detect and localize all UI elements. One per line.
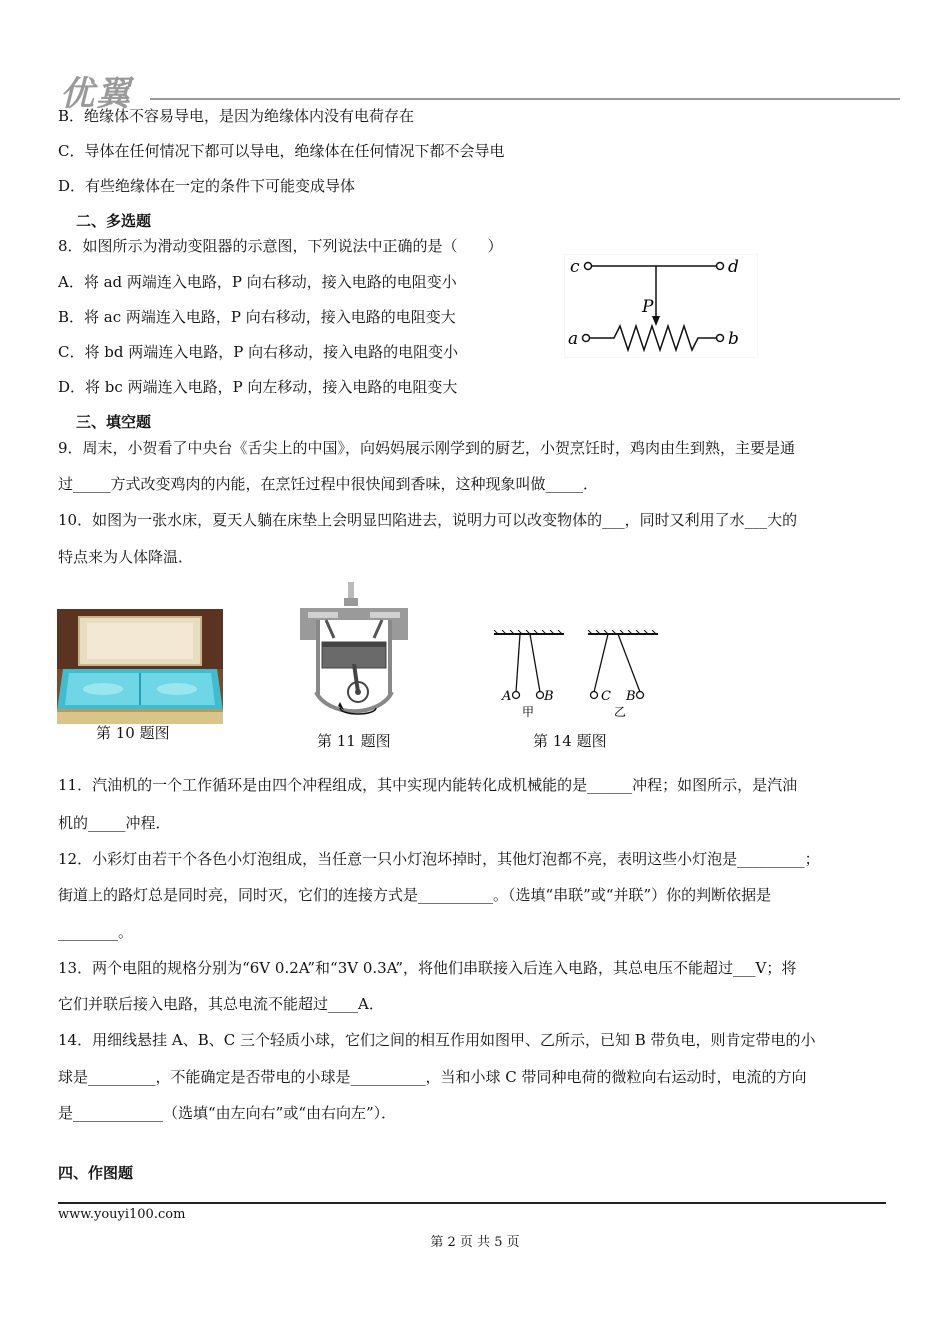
q11-line-2: 机的_____冲程．: [58, 814, 171, 832]
slider-p-label: P: [642, 297, 654, 317]
q12-line-2: 街道上的路灯总是同时亮，同时灭，它们的连接方式是__________。（选填“串联”或“并联”）你的判断依据是: [58, 886, 772, 904]
section-title-drawing: 四、作图题: [58, 1164, 134, 1182]
ball-b-label-jia: B: [544, 689, 554, 704]
header-rule: [150, 98, 900, 100]
q12-line-1: 12．小彩灯由若干个各色小灯泡组成，当任意一只小灯泡坏掉时，其他灯泡都不亮，表明这些小灯泡是_________；: [58, 850, 820, 868]
suspended-balls-diagram: [490, 630, 660, 720]
q14-line-3: 是____________（选填“由左向右”或“由右向左”）．: [58, 1104, 397, 1122]
engine-cylinder-diagram: [296, 580, 412, 720]
q7-option-c: C．导体在任何情况下都可以导电，绝缘体在任何情况下都不会导电: [58, 142, 505, 160]
figure-jia-label: 甲: [522, 705, 535, 719]
q8-stem: 8．如图所示为滑动变阻器的示意图，下列说法中正确的是（ ）: [58, 237, 503, 255]
terminal-c-label: c: [570, 257, 580, 277]
footer-rule: [58, 1202, 886, 1204]
ball-b-label-yi: B: [626, 689, 636, 704]
terminal-d-label: d: [728, 257, 739, 277]
footer-url[interactable]: www.youyi100.com: [58, 1207, 186, 1222]
fig14-caption: 第 14 题图: [533, 732, 607, 750]
q9-line-2: 过_____方式改变鸡肉的内能，在烹饪过程中很快闻到香味，这种现象叫做_____．: [58, 475, 599, 493]
q7-option-d: D．有些绝缘体在一定的条件下可能变成导体: [58, 177, 356, 195]
q13-line-2: 它们并联后接入电路，其总电流不能超过____A．: [58, 995, 384, 1013]
figure-yi-label: 乙: [614, 705, 627, 719]
q10-line-2: 特点来为人体降温．: [58, 548, 194, 566]
ball-c-label: C: [601, 689, 611, 704]
fig11-caption: 第 11 题图: [317, 732, 391, 750]
q13-line-1: 13．两个电阻的规格分别为“6V 0.2A”和“3V 0.3A”，将他们串联接入后连入电路，其总电压不能超过___V；将: [58, 959, 797, 977]
q11-line-1: 11．汽油机的一个工作循环是由四个冲程组成，其中实现内能转化成机械能的是______冲程；如图所示，是汽油: [58, 776, 798, 794]
q12-line-3: ________。: [58, 923, 134, 941]
section-title-fill-blank: 三、填空题: [76, 413, 152, 431]
terminal-b-label: b: [728, 329, 739, 349]
ball-a-label: A: [502, 689, 512, 704]
q8-option-a: A．将 ad 两端连入电路，P 向右移动，接入电路的电阻变小: [58, 273, 457, 291]
q14-line-1: 14．用细线悬挂 A、B、C 三个轻质小球，它们之间的相互作用如图甲、乙所示，已知 B 带负电，则肯定带电的小: [58, 1031, 816, 1049]
page-number: 第 2 页 共 5 页: [430, 1235, 520, 1250]
section-title-multiple-choice: 二、多选题: [76, 212, 152, 230]
q14-line-2: 球是_________，不能确定是否带电的小球是__________，当和小球 C 带同种电荷的微粒向右运动时，电流的方向: [58, 1068, 807, 1086]
q8-option-c: C．将 bd 两端连入电路，P 向右移动，接入电路的电阻变小: [58, 343, 459, 361]
q8-option-b: B．将 ac 两端连入电路，P 向右移动，接入电路的电阻变大: [58, 308, 456, 326]
fig10-caption: 第 10 题图: [96, 724, 170, 742]
terminal-a-label: a: [568, 329, 579, 349]
q9-line-1: 9．周末，小贺看了中央台《舌尖上的中国》，向妈妈展示刚学到的厨艺，小贺烹饪时，鸡肉由生到熟，主要是通: [58, 439, 796, 457]
q8-option-d: D．将 bc 两端连入电路，P 向左移动，接入电路的电阻变大: [58, 378, 458, 396]
q7-option-b: B．绝缘体不容易导电，是因为绝缘体内没有电荷存在: [58, 107, 415, 125]
rheostat-diagram: [564, 254, 758, 358]
water-bed-photo: [57, 609, 223, 724]
brand-logo: 优翼: [60, 74, 132, 114]
q10-line-1: 10．如图为一张水床，夏天人躺在床垫上会明显凹陷进去，说明力可以改变物体的___，同时又利用了水___大的: [58, 511, 798, 529]
